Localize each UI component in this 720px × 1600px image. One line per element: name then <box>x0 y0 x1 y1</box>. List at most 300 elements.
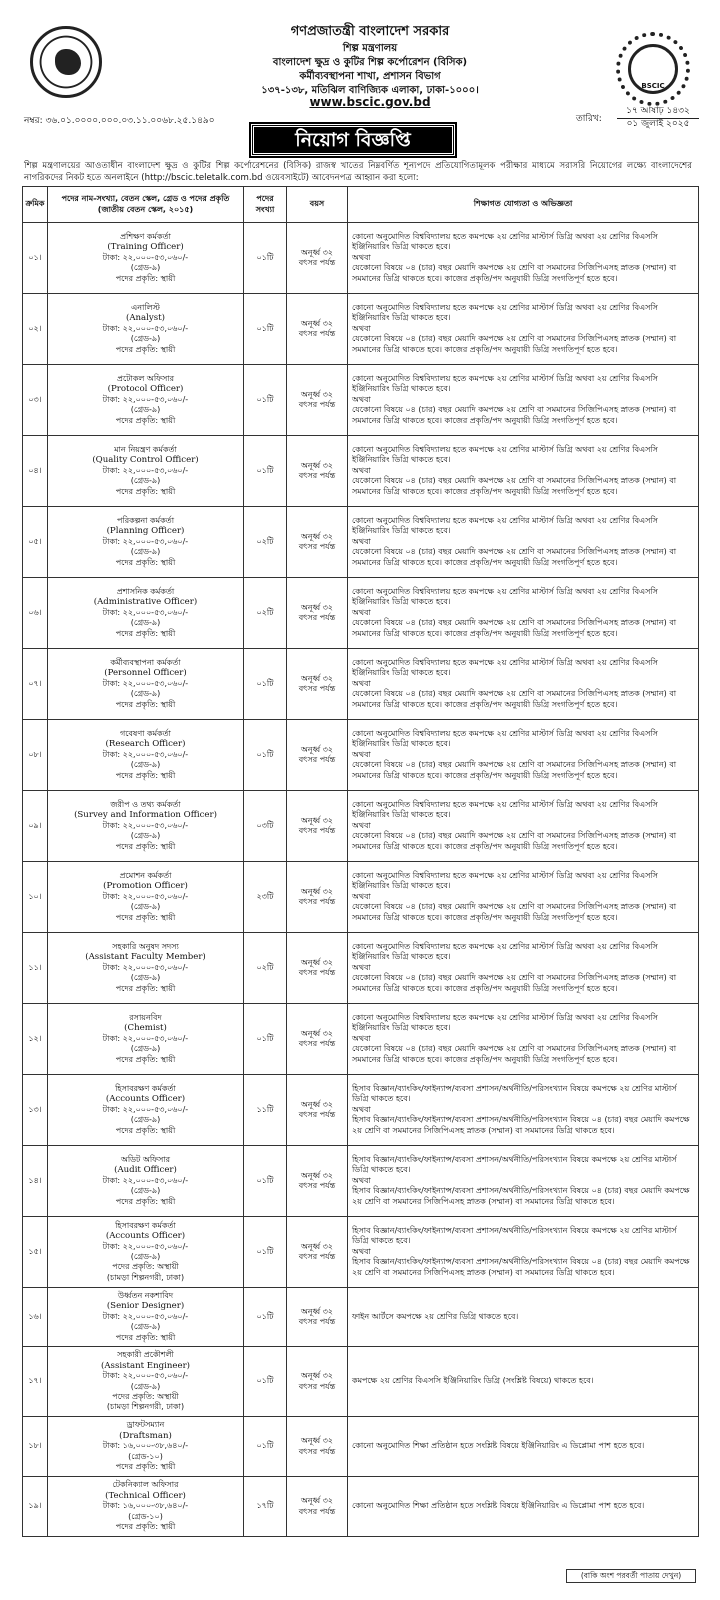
pay-scale: টাকা: ২২,০০০-৫৩,০৬০/- <box>102 820 189 830</box>
cell-age <box>287 1477 348 1537</box>
age-limit: অনূর্ধ্ব ৩২ <box>300 247 333 257</box>
col-header-serial: ক্রমিক <box>23 187 48 223</box>
age-limit: অনূর্ধ্ব ৩২ <box>300 1436 333 1446</box>
post-name-bn: ড্রাফটসম্যান <box>126 1420 165 1430</box>
table-row <box>23 649 699 720</box>
cell-qualification <box>348 1288 699 1347</box>
post-name-bn: মান নিয়ন্ত্রণ কর্মকর্তা <box>114 444 177 454</box>
cell-age <box>287 1288 348 1347</box>
table-row <box>23 1004 699 1075</box>
cell-count: ০২টি <box>244 933 287 1004</box>
cell-age <box>287 507 348 578</box>
qualification-alternative: যেকোনো বিষয়ে ০৪ (চার) বছর মেয়াদি কমপক্ষে ২য় শ্রেণি বা সমমানের সিজিপিএসহ স্নাতক (সম্মান) বা সমমানের ডিগ্রি থাকতে হবে। কাজের প্রকৃতি/পদ অনুযায়ী ডিগ্রি সংগতিপূর্ণ হতে হবে। <box>352 405 677 425</box>
age-suffix: বৎসর পর্যন্ত <box>298 1252 336 1261</box>
age-limit: অনূর্ধ্ব ৩২ <box>300 886 333 896</box>
post-name-en: (Assistant Faculty Member) <box>85 952 206 963</box>
grade: (গ্রেড-৯) <box>130 1044 161 1054</box>
post-nature: পদের প্রকৃতি: অস্থায়ী <box>112 1391 179 1401</box>
cell-serial: ১৩। <box>23 1075 48 1146</box>
post-name-en: (Survey and Information Officer) <box>74 810 217 821</box>
post-location: (চামড়া শিল্পনগরী, ঢাকা) <box>106 1272 185 1282</box>
post-name-bn: সহকারি অনুষদ সদস্য <box>112 941 179 951</box>
qualification-primary: হিসাব বিজ্ঞান/ব্যাংকিং/ফাইন্যান্স/ব্যবসা প্রশাসন/অর্থনীতি/পরিসংখ্যান বিষয়ে কমপক্ষে ২য় শ্রেণির মাস্টার্স ডিগ্রি থাকতে হবে। <box>352 1154 677 1175</box>
cell-qualification <box>348 436 699 507</box>
post-name-en: (Assistant Engineer) <box>100 1360 191 1371</box>
age-limit: অনূর্ধ্ব ৩২ <box>300 1241 333 1251</box>
qualification-or: অথবা <box>352 820 371 830</box>
qualification-or: অথবা <box>352 1175 371 1185</box>
qualification-alternative: যেকোনো বিষয়ে ০৪ (চার) বছর মেয়াদি কমপক্ষে ২য় শ্রেণি বা সমমানের সিজিপিএসহ স্নাতক (সম্মান) বা সমমানের ডিগ্রি থাকতে হবে। কাজের প্রকৃতি/পদ অনুযায়ী ডিগ্রি সংগতিপূর্ণ হতে হবে। <box>352 476 677 496</box>
qualification-primary: কোনো অনুমোদিত বিশ্ববিদ্যালয় হতে কমপক্ষে ২য় শ্রেণির মাস্টার্স ডিগ্রি অথবা ২য় শ্রেণির বিএসসি ইঞ্জিনিয়ারিং ডিগ্রি থাকতে হবে। <box>352 728 658 749</box>
cell-count: ০৩টি <box>244 791 287 862</box>
post-name-en: (Administrative Officer) <box>93 597 198 608</box>
grade: (গ্রেড-৯) <box>130 1381 161 1391</box>
header-ministry: শিল্প মন্ত্রণালয় <box>342 43 398 54</box>
pay-scale: টাকা: ২২,০০০-৫৩,০৬০/- <box>102 678 189 688</box>
table-row <box>23 294 699 365</box>
age-limit: অনূর্ধ্ব ৩২ <box>300 531 333 541</box>
table-row <box>23 1477 699 1537</box>
date-bangla: ১৭ আষাঢ় ১৪৩২ <box>617 103 699 119</box>
table-row <box>23 1417 699 1477</box>
pay-scale: টাকা: ২২,০০০-৫৩,০৬০/- <box>102 252 189 262</box>
cell-qualification <box>348 649 699 720</box>
age-limit: অনূর্ধ্ব ৩২ <box>300 673 333 683</box>
post-name-bn: হিসাবরক্ষণ কর্মকর্তা <box>115 1083 176 1093</box>
cell-count: ০১টি <box>244 1004 287 1075</box>
qualification-primary: হিসাব বিজ্ঞান/ব্যাংকিং/ফাইন্যান্স/ব্যবসা প্রশাসন/অর্থনীতি/পরিসংখ্যান বিষয়ে কমপক্ষে ২য় শ্রেণির মাস্টার্স ডিগ্রি থাকতে হবে। <box>352 1225 677 1246</box>
grade: (গ্রেড-৯) <box>130 547 161 557</box>
grade: (গ্রেড-৯) <box>130 689 161 699</box>
cell-qualification <box>348 791 699 862</box>
qualification-primary: কোনো অনুমোদিত বিশ্ববিদ্যালয় হতে কমপক্ষে ২য় শ্রেণির মাস্টার্স ডিগ্রি অথবা ২য় শ্রেণির বিএসসি ইঞ্জিনিয়ারিং ডিগ্রি থাকতে হবে। <box>352 1012 658 1033</box>
age-suffix: বৎসর পর্যন্ত <box>298 1110 336 1119</box>
pay-scale: টাকা: ২২,০০০-৫৩,০৬০/- <box>102 607 189 617</box>
qualification-alternative: যেকোনো বিষয়ে ০৪ (চার) বছর মেয়াদি কমপক্ষে ২য় শ্রেণি বা সমমানের সিজিপিএসহ স্নাতক (সম্মান) বা সমমানের ডিগ্রি থাকতে হবে। কাজের প্রকৃতি/পদ অনুযায়ী ডিগ্রি সংগতিপূর্ণ হতে হবে। <box>352 263 677 283</box>
cell-serial: ০৮। <box>23 720 48 791</box>
cell-qualification <box>348 720 699 791</box>
cell-post <box>48 649 244 720</box>
cell-age <box>287 1004 348 1075</box>
col-header-age: বয়স <box>287 187 348 223</box>
qualification-or: অথবা <box>352 962 371 972</box>
grade: (গ্রেড-৯) <box>130 831 161 841</box>
age-suffix: বৎসর পর্যন্ত <box>298 1446 336 1456</box>
qualification-or: অথবা <box>352 323 371 333</box>
notice-title: নিয়োগ বিজ্ঞপ্তি <box>251 124 455 156</box>
qualification-alternative: হিসাব বিজ্ঞান/ব্যাংকিং/ফাইন্যান্স/ব্যবসা প্রশাসন/অর্থনীতি/পরিসংখ্যান বিষয়ে ০৪ (চার) বছর মেয়াদি কমপক্ষে ২য় শ্রেণি বা সমমানের সিজিপিএসহ স্নাতক (সম্মান) বা সমমানের ডিগ্রি থাকতে হবে। <box>352 1115 690 1135</box>
cell-qualification <box>348 862 699 933</box>
table-row <box>23 578 699 649</box>
post-name-en: (Research Officer) <box>105 739 186 750</box>
post-nature: পদের প্রকৃতি: স্থায়ী <box>115 699 176 709</box>
age-limit: অনূর্ধ্ব ৩২ <box>300 602 333 612</box>
post-nature: পদের প্রকৃতি: স্থায়ী <box>115 415 176 425</box>
cell-age <box>287 1217 348 1288</box>
qualification-primary: কোনো অনুমোদিত বিশ্ববিদ্যালয় হতে কমপক্ষে ২য় শ্রেণির মাস্টার্স ডিগ্রি অথবা ২য় শ্রেণির বিএসসি ইঞ্জিনিয়ারিং ডিগ্রি থাকতে হবে। <box>352 586 658 607</box>
post-name-en: (Accounts Officer) <box>105 1231 186 1242</box>
cell-serial: ০৭। <box>23 649 48 720</box>
grade: (গ্রেড-৯) <box>130 902 161 912</box>
government-seal-icon <box>30 26 102 98</box>
cell-age <box>287 294 348 365</box>
post-name-bn: হিসাবরক্ষণ কর্মকর্তা <box>115 1220 176 1230</box>
qualification-alternative: যেকোনো বিষয়ে ০৪ (চার) বছর মেয়াদি কমপক্ষে ২য় শ্রেণি বা সমমানের সিজিপিএসহ স্নাতক (সম্মান) বা সমমানের ডিগ্রি থাকতে হবে। কাজের প্রকৃতি/পদ অনুযায়ী ডিগ্রি সংগতিপূর্ণ হতে হবে। <box>352 1044 677 1064</box>
table-row <box>23 933 699 1004</box>
cell-age <box>287 223 348 294</box>
qualification-alternative: যেকোনো বিষয়ে ০৪ (চার) বছর মেয়াদি কমপক্ষে ২য় শ্রেণি বা সমমানের সিজিপিএসহ স্নাতক (সম্মান) বা সমমানের ডিগ্রি থাকতে হবে। কাজের প্রকৃতি/পদ অনুযায়ী ডিগ্রি সংগতিপূর্ণ হতে হবে। <box>352 973 677 993</box>
qualification-alternative: যেকোনো বিষয়ে ০৪ (চার) বছর মেয়াদি কমপক্ষে ২য় শ্রেণি বা সমমানের সিজিপিএসহ স্নাতক (সম্মান) বা সমমানের ডিগ্রি থাকতে হবে। কাজের প্রকৃতি/পদ অনুযায়ী ডিগ্রি সংগতিপূর্ণ হতে হবে। <box>352 689 677 709</box>
continued-note: (বাকি অংশ পরবর্তী পাতায় দেখুন) <box>566 1569 696 1583</box>
memo-number: নম্বর: ৩৬.০১.০০০০.০০০.০৩.১১.০০৬৮.২৫.১৪৯০ <box>24 116 215 126</box>
grade: (গ্রেড-৯) <box>130 476 161 486</box>
post-name-bn: অডিট অফিসার <box>120 1154 171 1164</box>
cell-serial: ০৪। <box>23 436 48 507</box>
post-name-bn: প্রটোকল অফিসার <box>116 373 175 383</box>
cell-count: ০১টি <box>244 1417 287 1477</box>
post-name-en: (Protocol Officer) <box>107 384 184 395</box>
qualification-or: অথবা <box>352 607 371 617</box>
age-limit: অনূর্ধ্ব ৩২ <box>300 744 333 754</box>
age-suffix: বৎসর পর্যন্ত <box>298 400 336 409</box>
table-row <box>23 862 699 933</box>
cell-count: ১১টি <box>244 1075 287 1146</box>
cell-post <box>48 578 244 649</box>
qualification-alternative: যেকোনো বিষয়ে ০৪ (চার) বছর মেয়াদি কমপক্ষে ২য় শ্রেণি বা সমমানের সিজিপিএসহ স্নাতক (সম্মান) বা সমমানের ডিগ্রি থাকতে হবে। কাজের প্রকৃতি/পদ অনুযায়ী ডিগ্রি সংগতিপূর্ণ হতে হবে। <box>352 334 677 354</box>
cell-post <box>48 1288 244 1347</box>
cell-age <box>287 933 348 1004</box>
header-corporation: বাংলাদেশ ক্ষুদ্র ও কুটির শিল্প কর্পোরেশন (বিসিক) <box>272 57 468 68</box>
pay-scale: টাকা: ২২,০০০-৫৩,০৬০/- <box>102 465 189 475</box>
post-name-bn: রসায়নবিদ <box>129 1012 162 1022</box>
qualification-primary: ফাইন আর্টসে কমপক্ষে ২য় শ্রেণির ডিগ্রি থাকতে হবে। <box>352 1311 519 1321</box>
grade: (গ্রেড-৯) <box>130 618 161 628</box>
table-row <box>23 791 699 862</box>
post-nature: পদের প্রকৃতি: স্থায়ী <box>115 486 176 496</box>
pay-scale: টাকা: ১৬,০০০-৩৮,৬৪০/- <box>102 1441 189 1451</box>
grade: (গ্রেড-৯) <box>130 263 161 273</box>
cell-count: ০১টি <box>244 223 287 294</box>
cell-post <box>48 933 244 1004</box>
age-limit: অনূর্ধ্ব ৩২ <box>300 318 333 328</box>
cell-age <box>287 791 348 862</box>
cell-post <box>48 1477 244 1537</box>
bscic-logo-icon <box>616 32 690 106</box>
table-row <box>23 1217 699 1288</box>
grade: (গ্রেড-৯) <box>130 760 161 770</box>
cell-serial: ১৯। <box>23 1477 48 1537</box>
post-name-bn: প্রশাসনিক কর্মকর্তা <box>116 586 175 596</box>
grade: (গ্রেড-৯) <box>130 334 161 344</box>
cell-count: ২৩টি <box>244 862 287 933</box>
qualification-or: অথবা <box>352 678 371 688</box>
date-label: তারিখ: <box>576 114 602 124</box>
qualification-primary: কোনো অনুমোদিত বিশ্ববিদ্যালয় হতে কমপক্ষে ২য় শ্রেণির মাস্টার্স ডিগ্রি অথবা ২য় শ্রেণির বিএসসি ইঞ্জিনিয়ারিং ডিগ্রি থাকতে হবে। <box>352 231 658 252</box>
age-suffix: বৎসর পর্যন্ত <box>298 755 336 764</box>
qualification-or: অথবা <box>352 1033 371 1043</box>
post-nature: পদের প্রকৃতি: স্থায়ী <box>115 1054 176 1064</box>
table-row <box>23 1075 699 1146</box>
post-nature: পদের প্রকৃতি: স্থায়ী <box>115 344 176 354</box>
post-name-en: (Senior Designer) <box>106 1301 185 1312</box>
cell-serial: ১৫। <box>23 1217 48 1288</box>
qualification-or: অথবা <box>352 1104 371 1114</box>
cell-serial: ০৯। <box>23 791 48 862</box>
cell-post <box>48 1347 244 1417</box>
cell-serial: ১৪। <box>23 1146 48 1217</box>
age-suffix: বৎসর পর্যন্ত <box>298 542 336 551</box>
cell-serial: ১২। <box>23 1004 48 1075</box>
cell-post <box>48 294 244 365</box>
qualification-alternative: হিসাব বিজ্ঞান/ব্যাংকিং/ফাইন্যান্স/ব্যবসা প্রশাসন/অর্থনীতি/পরিসংখ্যান বিষয়ে ০৪ (চার) বছর মেয়াদি কমপক্ষে ২য় শ্রেণি বা সমমানের সিজিপিএসহ স্নাতক (সম্মান) বা সমমানের ডিগ্রি থাকতে হবে। <box>352 1257 690 1277</box>
qualification-or: অথবা <box>352 465 371 475</box>
bscic-logo-text: BSCIC <box>641 82 665 90</box>
qualification-alternative: যেকোনো বিষয়ে ০৪ (চার) বছর মেয়াদি কমপক্ষে ২য় শ্রেণি বা সমমানের সিজিপিএসহ স্নাতক (সম্মান) বা সমমানের ডিগ্রি থাকতে হবে। কাজের প্রকৃতি/পদ অনুযায়ী ডিগ্রি সংগতিপূর্ণ হতে হবে। <box>352 760 677 780</box>
qualification-primary: কোনো অনুমোদিত শিক্ষা প্রতিষ্ঠান হতে সংশ্লিষ্ট বিষয়ে ইঞ্জিনিয়ারিং এ ডিপ্লোমা পাশ হতে হবে। <box>352 1501 645 1511</box>
post-nature: পদের প্রকৃতি: স্থায়ী <box>115 983 176 993</box>
post-name-en: (Analyst) <box>125 313 166 324</box>
cell-qualification <box>348 1146 699 1217</box>
age-suffix: বৎসর পর্যন্ত <box>298 1381 336 1391</box>
pay-scale: টাকা: ২২,০০০-৫৩,০৬০/- <box>102 891 189 901</box>
age-suffix: বৎসর পর্যন্ত <box>298 613 336 622</box>
qualification-alternative: যেকোনো বিষয়ে ০৪ (চার) বছর মেয়াদি কমপক্ষে ২য় শ্রেণি বা সমমানের সিজিপিএসহ স্নাতক (সম্মান) বা সমমানের ডিগ্রি থাকতে হবে। কাজের প্রকৃতি/পদ অনুযায়ী ডিগ্রি সংগতিপূর্ণ হতে হবে। <box>352 547 677 567</box>
post-nature: পদের প্রকৃতি: স্থায়ী <box>115 841 176 851</box>
cell-count: ০১টি <box>244 1347 287 1417</box>
post-name-bn: টেকনিক্যাল অফিসার <box>112 1480 179 1490</box>
cell-qualification <box>348 578 699 649</box>
post-name-en: (Draftsman) <box>119 1430 172 1441</box>
qualification-or: অথবা <box>352 891 371 901</box>
header-website-link[interactable]: www.bscic.gov.bd <box>309 95 431 109</box>
qualification-or: অথবা <box>352 394 371 404</box>
age-limit: অনূর্ধ্ব ৩২ <box>300 1496 333 1506</box>
age-suffix: বৎসর পর্যন্ত <box>298 329 336 338</box>
cell-age <box>287 1417 348 1477</box>
cell-qualification <box>348 1217 699 1288</box>
cell-post <box>48 720 244 791</box>
table-row <box>23 1288 699 1347</box>
post-name-bn: জরীপ ও তথ্য কর্মকর্তা <box>110 799 181 809</box>
post-name-bn: কর্মীব্যবস্থাপনা কর্মকর্তা <box>110 657 181 667</box>
grade: (গ্রেড-৯) <box>130 1115 161 1125</box>
cell-qualification <box>348 223 699 294</box>
post-name-en: (Personnel Officer) <box>104 668 187 679</box>
cell-count: ০১টি <box>244 649 287 720</box>
age-suffix: বৎসর পর্যন্ত <box>298 1181 336 1190</box>
post-name-en: (Training Officer) <box>107 242 184 253</box>
qualification-alternative: যেকোনো বিষয়ে ০৪ (চার) বছর মেয়াদি কমপক্ষে ২য় শ্রেণি বা সমমানের সিজিপিএসহ স্নাতক (সম্মান) বা সমমানের ডিগ্রি থাকতে হবে। কাজের প্রকৃতি/পদ অনুযায়ী ডিগ্রি সংগতিপূর্ণ হতে হবে। <box>352 831 677 851</box>
qualification-primary: কোনো অনুমোদিত বিশ্ববিদ্যালয় হতে কমপক্ষে ২য় শ্রেণির মাস্টার্স ডিগ্রি অথবা ২য় শ্রেণির বিএসসি ইঞ্জিনিয়ারিং ডিগ্রি থাকতে হবে। <box>352 870 658 891</box>
age-limit: অনূর্ধ্ব ৩২ <box>300 460 333 470</box>
age-suffix: বৎসর পর্যন্ত <box>298 968 336 977</box>
post-location: (চামড়া শিল্পনগরী, ঢাকা) <box>106 1402 185 1412</box>
intro-paragraph: শিল্প মন্ত্রণালয়ের আওতাধীন বাংলাদেশ ক্ষুদ্র ও কুটির শিল্প কর্পোরেশনের (বিসিক) রাজস্ব খাতের নিম্নবর্ণিত শূন্যপদে প্রতিযোগিতামূলক পরীক্ষার মাধ্যমে সরাসরি নিয়োগের লক্ষ্যে বাংলাদেশের নাগরিকদের নিকট হতে অনলাইনে (http://bscic.teletalk.com.bd ওয়েবসাইটে) আবেদনপত্র আহ্বান করা হলো: <box>24 161 692 183</box>
cell-qualification <box>348 507 699 578</box>
cell-age <box>287 720 348 791</box>
grade: (গ্রেড-৯) <box>130 405 161 415</box>
header-address: ১৩৭-১৩৮, মতিঝিল বাণিজ্যিক এলাকা, ঢাকা-১০০০। <box>261 85 479 96</box>
qualification-primary: কোনো অনুমোদিত বিশ্ববিদ্যালয় হতে কমপক্ষে ২য় শ্রেণির মাস্টার্স ডিগ্রি অথবা ২য় শ্রেণির বিএসসি ইঞ্জিনিয়ারিং ডিগ্রি থাকতে হবে। <box>352 657 658 678</box>
pay-scale: টাকা: ২২,০০০-৫৩,০৬০/- <box>102 1104 189 1114</box>
table-row <box>23 720 699 791</box>
cell-serial: ০২। <box>23 294 48 365</box>
age-suffix: বৎসর পর্যন্ত <box>298 1506 336 1516</box>
post-nature: পদের প্রকৃতি: স্থায়ী <box>115 1125 176 1135</box>
age-limit: অনূর্ধ্ব ৩২ <box>300 1371 333 1381</box>
post-name-bn: সহকারী প্রকৌশলী <box>117 1350 174 1360</box>
post-name-en: (Quality Control Officer) <box>92 455 199 466</box>
age-suffix: বৎসর পর্যন্ত <box>298 684 336 693</box>
post-nature: পদের প্রকৃতি: স্থায়ী <box>115 1332 176 1342</box>
grade: (গ্রেড-১০) <box>128 1451 163 1461</box>
pay-scale: টাকা: ২২,০০০-৫৩,০৬০/- <box>102 1241 189 1251</box>
grade: (গ্রেড-৯) <box>130 973 161 983</box>
age-limit: অনূর্ধ্ব ৩২ <box>300 1099 333 1109</box>
qualification-or: অথবা <box>352 252 371 262</box>
cell-post <box>48 223 244 294</box>
cell-post <box>48 507 244 578</box>
qualification-alternative: যেকোনো বিষয়ে ০৪ (চার) বছর মেয়াদি কমপক্ষে ২য় শ্রেণি বা সমমানের সিজিপিএসহ স্নাতক (সম্মান) বা সমমানের ডিগ্রি থাকতে হবে। কাজের প্রকৃতি/পদ অনুযায়ী ডিগ্রি সংগতিপূর্ণ হতে হবে। <box>352 618 677 638</box>
cell-serial: ০৩। <box>23 365 48 436</box>
post-nature: পদের প্রকৃতি: স্থায়ী <box>115 628 176 638</box>
vacancy-table <box>22 186 699 1537</box>
post-name-bn: প্রশিক্ষণ কর্মকর্তা <box>120 231 171 241</box>
cell-post <box>48 1217 244 1288</box>
cell-serial: ১০। <box>23 862 48 933</box>
cell-post <box>48 365 244 436</box>
table-row <box>23 365 699 436</box>
age-suffix: বৎসর পর্যন্ত <box>298 897 336 906</box>
qualification-alternative: হিসাব বিজ্ঞান/ব্যাংকিং/ফাইন্যান্স/ব্যবসা প্রশাসন/অর্থনীতি/পরিসংখ্যান বিষয়ে ০৪ (চার) বছর মেয়াদি কমপক্ষে ২য় শ্রেণি বা সমমানের সিজিপিএসহ স্নাতক (সম্মান) বা সমমানের ডিগ্রি থাকতে হবে। <box>352 1186 690 1206</box>
grade: (গ্রেড-৯) <box>130 1322 161 1332</box>
cell-serial: ০৫। <box>23 507 48 578</box>
age-suffix: বৎসর পর্যন্ত <box>298 1317 336 1326</box>
cell-age <box>287 365 348 436</box>
col-header-count: পদের সংখ্যা <box>244 187 287 223</box>
age-limit: অনূর্ধ্ব ৩২ <box>300 957 333 967</box>
cell-serial: ১১। <box>23 933 48 1004</box>
qualification-primary: কোনো অনুমোদিত বিশ্ববিদ্যালয় হতে কমপক্ষে ২য় শ্রেণির মাস্টার্স ডিগ্রি অথবা ২য় শ্রেণির বিএসসি ইঞ্জিনিয়ারিং ডিগ্রি থাকতে হবে। <box>352 302 658 323</box>
cell-qualification <box>348 1004 699 1075</box>
qualification-primary: হিসাব বিজ্ঞান/ব্যাংকিং/ফাইন্যান্স/ব্যবসা প্রশাসন/অর্থনীতি/পরিসংখ্যান বিষয়ে কমপক্ষে ২য় শ্রেণির মাস্টার্স ডিগ্রি থাকতে হবে। <box>352 1083 677 1104</box>
age-suffix: বৎসর পর্যন্ত <box>298 258 336 267</box>
age-limit: অনূর্ধ্ব ৩২ <box>300 1306 333 1316</box>
post-nature: পদের প্রকৃতি: স্থায়ী <box>115 273 176 283</box>
post-nature: পদের প্রকৃতি: স্থায়ী <box>115 1196 176 1206</box>
cell-serial: ০১। <box>23 223 48 294</box>
cell-age <box>287 436 348 507</box>
cell-post <box>48 1004 244 1075</box>
post-name-bn: প্রমোশন কর্মকর্তা <box>119 870 172 880</box>
post-name-bn: উর্ধ্বতন নকশাবিদ <box>117 1290 174 1300</box>
grade: (গ্রেড-৯) <box>130 1252 161 1261</box>
cell-count: ০১টি <box>244 1288 287 1347</box>
qualification-alternative: যেকোনো বিষয়ে ০৪ (চার) বছর মেয়াদি কমপক্ষে ২য় শ্রেণি বা সমমানের সিজিপিএসহ স্নাতক (সম্মান) বা সমমানের ডিগ্রি থাকতে হবে। কাজের প্রকৃতি/পদ অনুযায়ী ডিগ্রি সংগতিপূর্ণ হতে হবে। <box>352 902 677 922</box>
post-nature: পদের প্রকৃতি: স্থায়ী <box>115 912 176 922</box>
table-row <box>23 507 699 578</box>
cell-count: ০১টি <box>244 720 287 791</box>
cell-age <box>287 1075 348 1146</box>
table-row <box>23 436 699 507</box>
post-name-en: (Chemist) <box>124 1023 167 1034</box>
cell-age <box>287 1146 348 1217</box>
cell-age <box>287 578 348 649</box>
cell-serial: ১৮। <box>23 1417 48 1477</box>
cell-count: ০১টি <box>244 365 287 436</box>
cell-post <box>48 1417 244 1477</box>
age-limit: অনূর্ধ্ব ৩২ <box>300 1028 333 1038</box>
pay-scale: টাকা: ২২,০০০-৫৩,০৬০/- <box>102 962 189 972</box>
cell-qualification <box>348 294 699 365</box>
post-nature: পদের প্রকৃতি: স্থায়ী <box>115 770 176 780</box>
qualification-or: অথবা <box>352 1246 371 1256</box>
cell-serial: ১৬। <box>23 1288 48 1347</box>
post-name-en: (Promotion Officer) <box>103 881 188 892</box>
grade: (গ্রেড-১০) <box>128 1511 163 1521</box>
post-name-bn: এনালিস্ট <box>131 302 160 312</box>
grade: (গ্রেড-৯) <box>130 1186 161 1196</box>
age-limit: অনূর্ধ্ব ৩২ <box>300 389 333 399</box>
cell-count: ০১টি <box>244 436 287 507</box>
cell-qualification <box>348 1417 699 1477</box>
pay-scale: টাকা: ২২,০০০-৫৩,০৬০/- <box>102 1371 189 1381</box>
cell-qualification <box>348 365 699 436</box>
cell-post <box>48 436 244 507</box>
date-english: ০১ জুলাই ২০২৫ <box>626 119 690 129</box>
cell-post <box>48 1146 244 1217</box>
pay-scale: টাকা: ১৬,০০০-৩৮,৬৪০/- <box>102 1501 189 1511</box>
post-name-bn: পরিকল্পনা কর্মকর্তা <box>116 515 175 525</box>
col-header-qualification: শিক্ষাগত যোগ্যতা ও অভিজ্ঞতা <box>348 187 699 223</box>
table-row <box>23 1146 699 1217</box>
cell-qualification <box>348 1075 699 1146</box>
qualification-primary: কোনো অনুমোদিত বিশ্ববিদ্যালয় হতে কমপক্ষে ২য় শ্রেণির মাস্টার্স ডিগ্রি অথবা ২য় শ্রেণির বিএসসি ইঞ্জিনিয়ারিং ডিগ্রি থাকতে হবে। <box>352 444 658 465</box>
age-suffix: বৎসর পর্যন্ত <box>298 471 336 480</box>
cell-post <box>48 862 244 933</box>
cell-qualification <box>348 1477 699 1537</box>
post-name-en: (Accounts Officer) <box>105 1094 186 1105</box>
cell-serial: ১৭। <box>23 1347 48 1417</box>
qualification-or: অথবা <box>352 749 371 759</box>
qualification-primary: কোনো অনুমোদিত বিশ্ববিদ্যালয় হতে কমপক্ষে ২য় শ্রেণির মাস্টার্স ডিগ্রি অথবা ২য় শ্রেণির বিএসসি ইঞ্জিনিয়ারিং ডিগ্রি থাকতে হবে। <box>352 515 658 536</box>
cell-qualification <box>348 933 699 1004</box>
table-row <box>23 223 699 294</box>
col-header-post: পদের নাম-সংখ্যা, বেতন স্কেল, গ্রেড ও পদের প্রকৃতি (জাতীয় বেতন স্কেল, ২০১৫) <box>48 187 244 223</box>
cell-post <box>48 791 244 862</box>
pay-scale: টাকা: ২২,০০০-৫৩,০৬০/- <box>102 1175 189 1185</box>
pay-scale: টাকা: ২২,০০০-৫৩,০৬০/- <box>102 749 189 759</box>
cell-count: ০১টি <box>244 294 287 365</box>
qualification-primary: কমপক্ষে ২য় শ্রেণির বিএসসি ইঞ্জিনিয়ারিং ডিগ্রি (সংশ্লিষ্ট বিষয়ে) থাকতে হবে। <box>352 1376 594 1386</box>
cell-count: ১৭টি <box>244 1477 287 1537</box>
qualification-primary: কোনো অনুমোদিত বিশ্ববিদ্যালয় হতে কমপক্ষে ২য় শ্রেণির মাস্টার্স ডিগ্রি অথবা ২য় শ্রেণির বিএসসি ইঞ্জিনিয়ারিং ডিগ্রি থাকতে হবে। <box>352 799 658 820</box>
pay-scale: টাকা: ২২,০০০-৫৩,০৬০/- <box>102 323 189 333</box>
post-name-en: (Technical Officer) <box>105 1490 186 1501</box>
post-name-en: (Planning Officer) <box>106 526 185 537</box>
cell-serial: ০৬। <box>23 578 48 649</box>
age-suffix: বৎসর পর্যন্ত <box>298 1039 336 1048</box>
cell-count: ০২টি <box>244 507 287 578</box>
cell-qualification <box>348 1347 699 1417</box>
header-branch: কর্মীব্যবস্থাপনা শাখা, প্রশাসন বিভাগ <box>299 71 441 82</box>
cell-count: ০২টি <box>244 578 287 649</box>
pay-scale: টাকা: ২২,০০০-৫৩,০৬০/- <box>102 394 189 404</box>
pay-scale: টাকা: ২২,০০০-৫৩,০৬০/- <box>102 1033 189 1043</box>
cell-age <box>287 649 348 720</box>
cell-count: ০১টি <box>244 1146 287 1217</box>
table-row <box>23 1347 699 1417</box>
